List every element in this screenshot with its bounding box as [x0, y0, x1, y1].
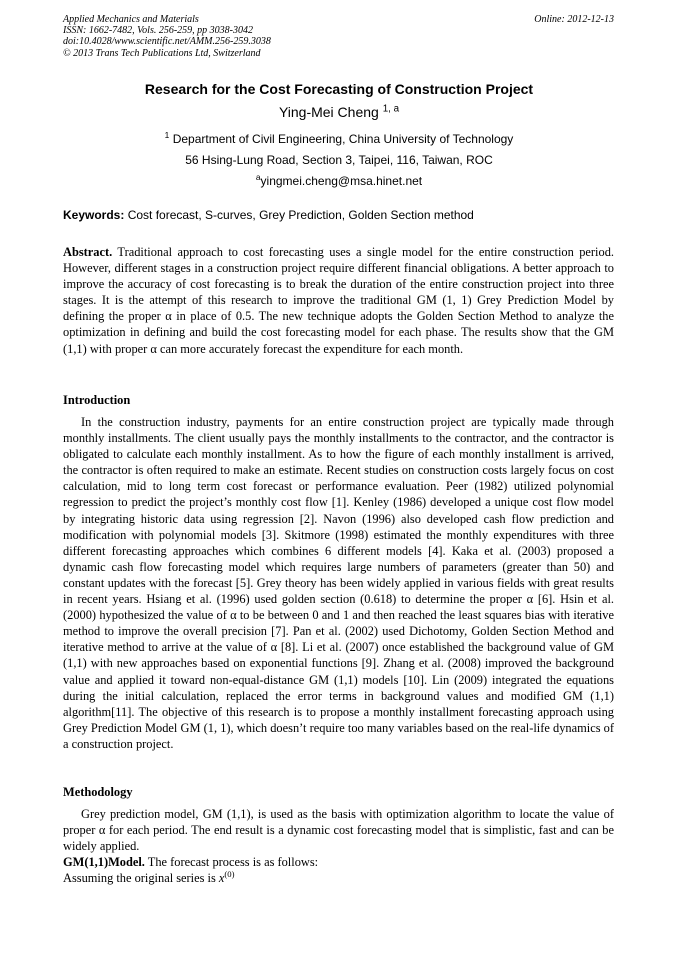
abstract	[63, 244, 614, 357]
paper-title: Research for the Cost Forecasting of Construction Project	[144, 81, 534, 97]
methodology-body	[63, 806, 614, 886]
methodology-text: Grey prediction model, GM (1,1), is used as the basis with optimization algorithm to locate the value of proper α for each period. The end result is a dynamic cost forecasting model that is simplistic, fast and can be widely applied.	[63, 807, 614, 854]
email-sup: a	[255, 172, 261, 182]
gm-model-line	[63, 854, 614, 870]
abstract-text: Traditional approach to cost forecasting uses a single model for the entire construction period. However, different stages in a construction project require different financial obligations. A better approach to improve the accuracy of cost forecasting is to break the duration of the entire construction project into three stages. It is the attempt of this research to improve the traditional GM (1, 1) Grey Prediction Model by defining the proper α in place of 0.5. The new technique adopts the Golden Section Method to analyze the optimization in defining and build the cost forecasting model for each phase. The results show that the GM (1,1) with proper α can more accurately forecast the expenditure for each month.	[63, 245, 614, 356]
affiliation-address: 56 Hsing-Lung Road, Section 3, Taipei, 116, Taiwan, ROC	[185, 153, 493, 167]
series-variable: x	[218, 871, 225, 886]
introduction-heading: Introduction	[63, 393, 131, 407]
assumption-line	[63, 870, 614, 886]
methodology-heading: Methodology	[63, 785, 133, 799]
journal-doi: doi:10.4028/www.scientific.net/AMM.256-259.3038	[63, 36, 271, 48]
abstract-label: Abstract.	[63, 245, 113, 259]
assumption-text: Assuming the original series is	[63, 871, 219, 886]
introduction-body	[63, 414, 614, 752]
journal-name: Applied Mechanics and Materials	[63, 14, 199, 25]
affiliation-dept-text: Department of Civil Engineering, China University of Technology	[172, 132, 514, 146]
online-date: Online: 2012-12-13	[534, 14, 614, 25]
affiliation-email	[0, 174, 678, 188]
keywords-text: Cost forecast, S-curves, Grey Prediction, Golden Section method	[124, 208, 474, 222]
author-line	[0, 104, 678, 120]
journal-header	[63, 14, 271, 59]
keywords-label: Keywords:	[63, 208, 125, 222]
affiliation-dept	[0, 132, 678, 146]
affiliation-sup: 1	[164, 130, 170, 140]
journal-copyright: © 2013 Trans Tech Publications Ltd, Switzerland	[63, 47, 261, 59]
introduction-text: In the construction industry, payments for an entire construction project are typically made through monthly installments. The client usually pays the monthly installments to the contractor, and the contractor is obligated to calculate each monthly installment. As to how the figure of each monthly installment is arrived, the contractor is often required to make an estimate. Recent studies on construction costs largely focus on cost calculation, mid to long term cost forecast or performance evaluation. Peer (1982) utilized polynomial regression to predict the project’s monthly cost flow [1]. Kenley (1986) developed a unique cost flow model by integrating historic data using regression [2]. Navon (1996) also developed cash flow prediction and modification with polynomial models [3]. Skitmore (1998) estimated the monthly expenditures with three different forecasting approaches which combines 6 different models [4]. Kaka et al. (2003) proposed a dynamic cash flow forecasting model which requires large numbers of parameters (greater than 50) and constant updates with the forecast [5]. Grey theory has been widely applied in various fields with great results in recent years. Hsiang et al. (1996) used golden section (0.618) to determine the proper α [6]. Hsin et al. (2000) hypothesized the value of α to be between 0 and 1 and then reached the least squares bias with iterative method to improve the overall precision [7]. Pan et al. (2002) used Dichotomy, Golden Section Method and iterative method to arrive at the value of α [8]. Li et al. (2007) once established the background value of GM (1,1) with new approaches based on exponential functions [9]. Zhang et al. (2008) improved the background value and applied it toward non-equal-distance GM (1,1) models [10]. Lin (2009) integrated the equations during the initial calculation, replaced the error terms in background values and modified GM (1,1) algorithm[11]. The objective of this research is to propose a monthly installment forecasting approach using Grey Prediction Model GM (1, 1), which doesn’t require too many variables based on the real-life dynamics of a construction project.	[63, 415, 614, 751]
keywords	[63, 208, 474, 222]
series-variable-sup: (0)	[224, 869, 235, 880]
journal-issn: ISSN: 1662-7482, Vols. 256-259, pp 3038-3042	[63, 25, 253, 37]
author-name: Ying-Mei Cheng	[278, 104, 379, 120]
email-text: yingmei.cheng@msa.hinet.net	[260, 174, 423, 188]
gm-model-text: The forecast process is as follows:	[144, 855, 319, 870]
author-sup: 1, a	[382, 103, 400, 115]
gm-model-label: GM(1,1)Model.	[63, 855, 145, 870]
